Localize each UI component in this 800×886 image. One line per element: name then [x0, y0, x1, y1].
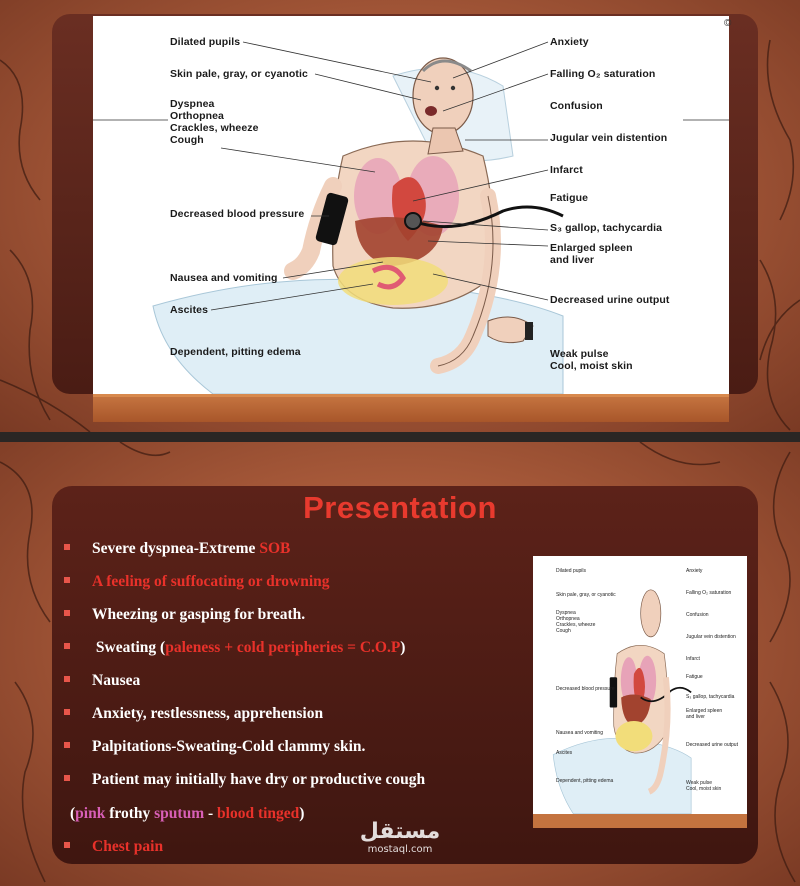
label-ascites: Ascites [170, 304, 209, 316]
bullet-text-tail: ) [400, 639, 406, 656]
thumb-label-nausea: Nausea and vomiting [556, 730, 603, 736]
thumb-label-ascites: Ascites [556, 750, 573, 756]
thumb-label-edema: Dependent, pitting edema [556, 778, 614, 784]
bullet-text: Anxiety, restlessness, apprehension [92, 705, 324, 722]
thumb-label-decreased-bp: Decreased blood pressure [556, 686, 615, 692]
bullet-chest-pain [64, 838, 163, 856]
bullet-dyspnea [64, 540, 290, 558]
sputum-dash: - [204, 805, 218, 822]
bullet-text: Wheezing or gasping for breath. [92, 606, 306, 623]
bullet-text: Severe dyspnea-Extreme [92, 540, 260, 557]
watermark-arabic: مستقل [359, 819, 441, 844]
thumb-label-jvd: Jugular vein distention [686, 634, 736, 640]
bullet-text: Palpitations-Sweating-Cold clammy skin. [92, 738, 366, 755]
bullet-marker [64, 775, 70, 781]
label-infarct: Infarct [550, 164, 583, 176]
sputum-word: sputum [154, 805, 205, 822]
bullet-palpitations [64, 738, 365, 756]
label-falling-o2: Falling O₂ saturation [550, 68, 656, 80]
thumb-label-infarct: Infarct [686, 656, 700, 662]
bullet-text: Nausea [92, 672, 141, 689]
label-decreased-bp: Decreased blood pressure [170, 208, 305, 220]
bullet-cough [64, 771, 425, 789]
bullet-nausea [64, 672, 140, 690]
sputum-frothy: frothy [105, 805, 155, 822]
label-dilated-pupils: Dilated pupils [170, 36, 241, 48]
sputum-pink: pink [75, 805, 106, 822]
thumb-label-skin: Skin pale, gray, or cyanotic [556, 592, 616, 598]
label-spleen-liver: Enlarged spleen and liver [550, 242, 633, 266]
watermark-url: mostaql.com [367, 844, 433, 855]
slide-1-base-strip [93, 394, 729, 422]
label-nausea: Nausea and vomiting [170, 272, 278, 284]
label-edema: Dependent, pitting edema [170, 346, 301, 358]
thumb-label-falling-o2: Falling O₂ saturation [686, 590, 732, 596]
corner-mark-icon: © [724, 18, 732, 29]
bullet-marker [64, 610, 70, 616]
bullet-highlight: A feeling of suffocating or drowning [92, 573, 330, 590]
slide-title: Presentation [303, 490, 497, 525]
paren-close: ) [299, 805, 305, 822]
bullet-suffocating [64, 573, 330, 591]
label-dyspnea-group: Dyspnea Orthopnea Crackles, wheeze Cough [170, 98, 259, 146]
bullet-marker [64, 643, 70, 649]
thumb-label-dyspnea-group: Dyspnea Orthopnea Crackles, wheeze Cough [556, 610, 596, 634]
thumb-label-confusion: Confusion [686, 612, 709, 618]
thumb-label-spleen-liver: Enlarged spleen and liver [686, 708, 723, 720]
thumb-label-urine-output: Decreased urine output [686, 742, 738, 748]
thumb-label-fatigue: Fatigue [686, 674, 703, 680]
bullet-marker [64, 676, 70, 682]
bullet-text: Sweating ( [92, 639, 166, 656]
bullet-marker [64, 577, 70, 583]
bullet-marker [64, 709, 70, 715]
sputum-blood: blood tinged [217, 805, 300, 822]
label-jvd: Jugular vein distention [550, 132, 668, 144]
label-anxiety: Anxiety [550, 36, 589, 48]
bullet-anxiety [64, 705, 323, 723]
paren-open: ( [70, 805, 76, 822]
label-urine-output: Decreased urine output [550, 294, 670, 306]
label-weak-pulse: Weak pulse Cool, moist skin [550, 348, 633, 372]
label-confusion: Confusion [550, 100, 603, 112]
bullet-marker [64, 742, 70, 748]
sputum-line [70, 805, 304, 823]
bullet-highlight: paleness + cold peripheries = C.O.P [165, 639, 401, 656]
label-fatigue: Fatigue [550, 192, 589, 204]
bullet-highlight: SOB [259, 540, 291, 557]
bullet-marker [64, 544, 70, 550]
bullet-highlight: Chest pain [92, 838, 164, 855]
thumb-label-weak-pulse: Weak pulse Cool, moist skin [686, 780, 722, 792]
thumbnail-base-strip [533, 814, 747, 828]
bullet-marker [64, 842, 70, 848]
thumb-label-anxiety: Anxiety [686, 568, 703, 574]
thumb-label-s3-gallop: S₃ gallop, tachycardia [686, 694, 735, 700]
bullet-sweating [64, 639, 405, 657]
bullet-wheezing [64, 606, 305, 624]
watermark-logo [350, 820, 450, 856]
label-skin: Skin pale, gray, or cyanotic [170, 68, 308, 80]
label-s3-gallop: S₃ gallop, tachycardia [550, 222, 663, 234]
bullet-text: Patient may initially have dry or productive cough [92, 771, 426, 788]
thumb-label-dilated-pupils: Dilated pupils [556, 568, 587, 574]
